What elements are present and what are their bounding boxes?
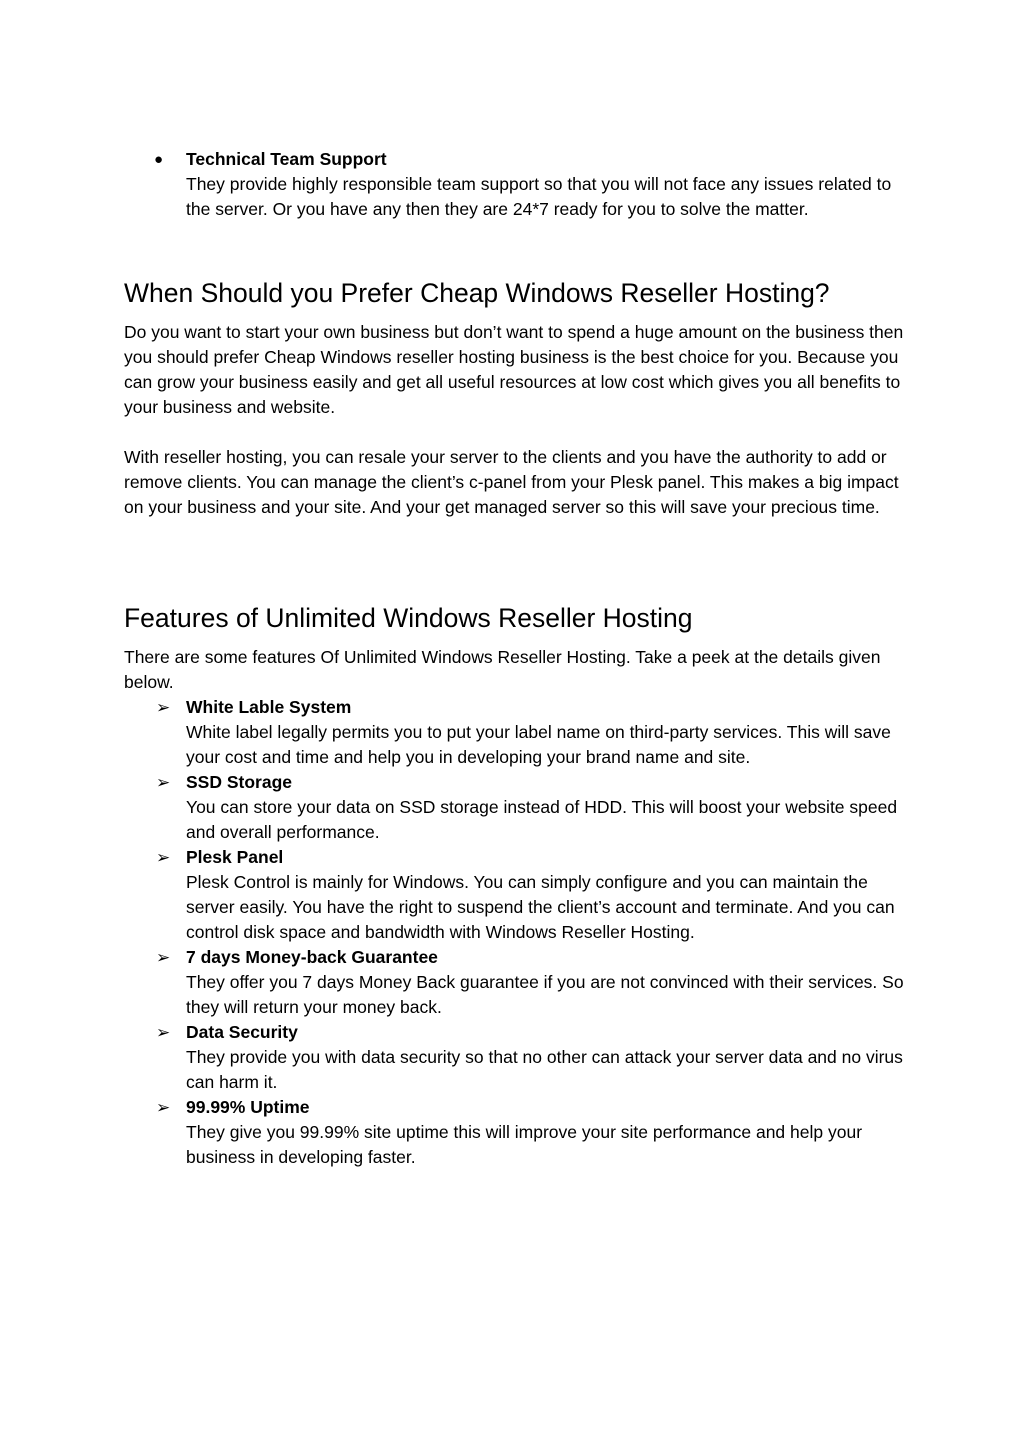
- list-item-text: Plesk Control is mainly for Windows. You can simply configure and you can maintain the server easily. You have the right to suspend the client’s account and terminate. And you can control disk space and bandwidth with Windows Reseller Hosting.: [186, 872, 895, 942]
- list-item-title: White Lable System: [186, 697, 352, 717]
- list-item: [156, 1020, 904, 1095]
- list-item-text: White label legally permits you to put your label name on third-party services. This will save your cost and time and help you in developing your brand name and site.: [186, 722, 891, 767]
- arrow-bullet-icon: ➢: [156, 773, 171, 792]
- list-item-title: Plesk Panel: [186, 847, 284, 867]
- list-item: [156, 945, 904, 1020]
- list-item: [156, 695, 904, 770]
- bullet-marker: ●: [154, 151, 164, 168]
- paragraph: Do you want to start your own business but don’t want to spend a huge amount on the business then you should prefer Cheap Windows reseller hosting business is the best choice for you. Because you can grow your business easily and get all useful resources at low cost which gives you all benefits to your business and website.: [124, 322, 904, 417]
- list-item: [156, 1095, 904, 1170]
- arrow-bullet-icon: ➢: [156, 1023, 171, 1042]
- paragraph-intro: There are some features Of Unlimited Windows Reseller Hosting. Take a peek at the details given below.: [124, 647, 881, 692]
- list-item-technical-support: [154, 147, 904, 222]
- list-item-title: 7 days Money-back Guarantee: [186, 947, 438, 967]
- list-item-title: 99.99% Uptime: [186, 1097, 310, 1117]
- list-item-text: You can store your data on SSD storage instead of HDD. This will boost your website speed and overall performance.: [186, 797, 898, 842]
- list-item: [156, 770, 904, 845]
- list-item-title: Technical Team Support: [186, 149, 387, 169]
- list-item-text: They offer you 7 days Money Back guarantee if you are not convinced with their services. So they will return your money back.: [186, 972, 904, 1017]
- arrow-bullet-icon: ➢: [156, 1098, 171, 1117]
- arrow-bullet-icon: ➢: [156, 848, 171, 867]
- document-page: [124, 147, 904, 1170]
- list-item-text: They give you 99.99% site uptime this will improve your site performance and help your business in developing faster.: [186, 1122, 863, 1167]
- arrow-bullet-icon: ➢: [156, 698, 171, 717]
- list-item-title: SSD Storage: [186, 772, 292, 792]
- section-heading-features: Features of Unlimited Windows Reseller Hosting: [124, 603, 693, 633]
- list-item-title: Data Security: [186, 1022, 298, 1042]
- list-item: [156, 845, 904, 945]
- paragraph: With reseller hosting, you can resale your server to the clients and you have the authority to add or remove clients. You can manage the client’s c-panel from your Plesk panel. This makes a big impact on your business and your site. And your get managed server so this will save your precious time.: [124, 447, 899, 517]
- list-item-text: They provide you with data security so that no other can attack your server data and no virus can harm it.: [186, 1047, 903, 1092]
- section-heading-when-prefer: When Should you Prefer Cheap Windows Reseller Hosting?: [124, 278, 830, 308]
- list-item-text: They provide highly responsible team support so that you will not face any issues related to the server. Or you have any then they are 24*7 ready for you to solve the matter.: [186, 174, 892, 219]
- arrow-bullet-icon: ➢: [156, 948, 171, 967]
